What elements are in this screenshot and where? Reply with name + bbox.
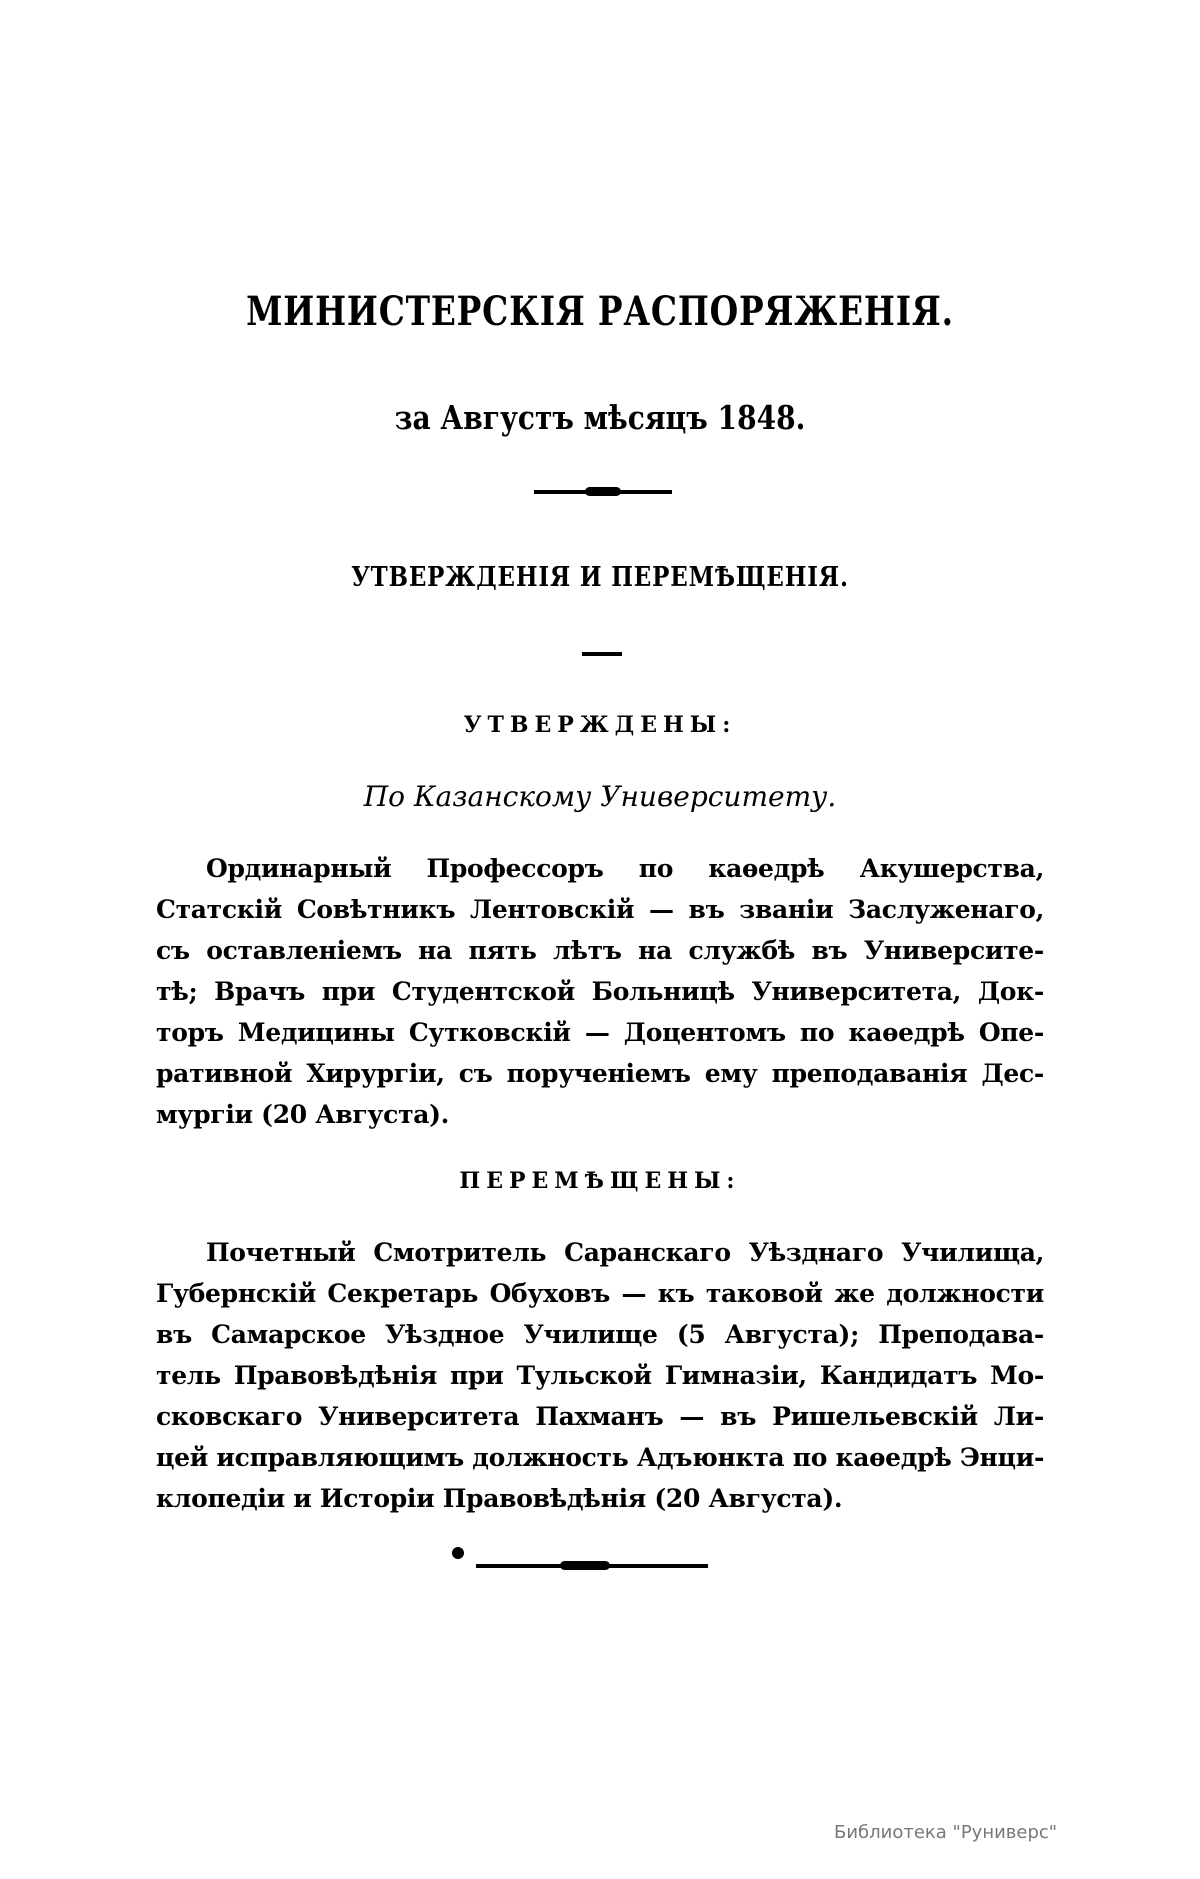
end-ornament-dot [452,1547,464,1559]
text-line: тѣ; Врачъ при Студентской Больницѣ Университета, Док- [156,977,1044,1006]
text-line: Статскій Совѣтникъ Лентовскій — въ званіи Заслуженаго, [156,895,1044,924]
page-subtitle: за Августъ мѣсяцъ 1848. [394,398,806,437]
transferred-paragraph [156,1232,1044,1519]
text-line: Ординарный Профессоръ по каѳедрѣ Акушерства, [206,854,1044,883]
approved-subheading: По Казанскому Университету. [363,780,837,813]
text-line: ративной Хирургіи, съ порученіемъ ему преподаванія Дес- [156,1059,1044,1088]
end-ornament-center [560,1561,610,1570]
transferred-heading: ПЕРЕМѢЩЕНЫ: [459,1168,741,1194]
text-line: тель Правовѣдѣнія при Тульской Гимназіи, Кандидатъ Мо- [156,1361,1044,1390]
text-line: въ Самарское Уѣздное Училище (5 Августа); Преподава- [156,1320,1044,1349]
text-line: сковскаго Университета Пахманъ — въ Ришельевскій Ли- [156,1402,1044,1431]
text-line: мургіи (20 Августа). [156,1100,450,1129]
page-title: МИНИСТЕРСКІЯ РАСПОРЯЖЕНІЯ. [246,288,954,335]
text-line: клопедіи и Исторіи Правовѣдѣнія (20 Августа). [156,1484,843,1513]
section-heading: УТВЕРЖДЕНІЯ И ПЕРЕМѢЩЕНІЯ. [351,562,849,593]
approved-heading: УТВЕРЖДЕНЫ: [463,712,737,738]
text-line: съ оставленіемъ на пять лѣтъ на службѣ въ Университе- [156,936,1044,965]
library-watermark: Библиотека "Руниверс" [834,1822,1058,1843]
text-line: цей исправляющимъ должность Адъюнкта по каѳедрѣ Энци- [156,1443,1045,1472]
approved-paragraph [156,848,1044,1135]
text-line: Почетный Смотритель Саранскаго Уѣзднаго Училища, [206,1238,1044,1267]
short-dash-divider [582,652,622,656]
text-line: торъ Медицины Сутковскій — Доцентомъ по каѳедрѣ Опе- [156,1018,1044,1047]
ornament-center [585,487,621,496]
text-line: Губернскій Секретарь Обуховъ — къ таковой же должности [156,1279,1044,1308]
